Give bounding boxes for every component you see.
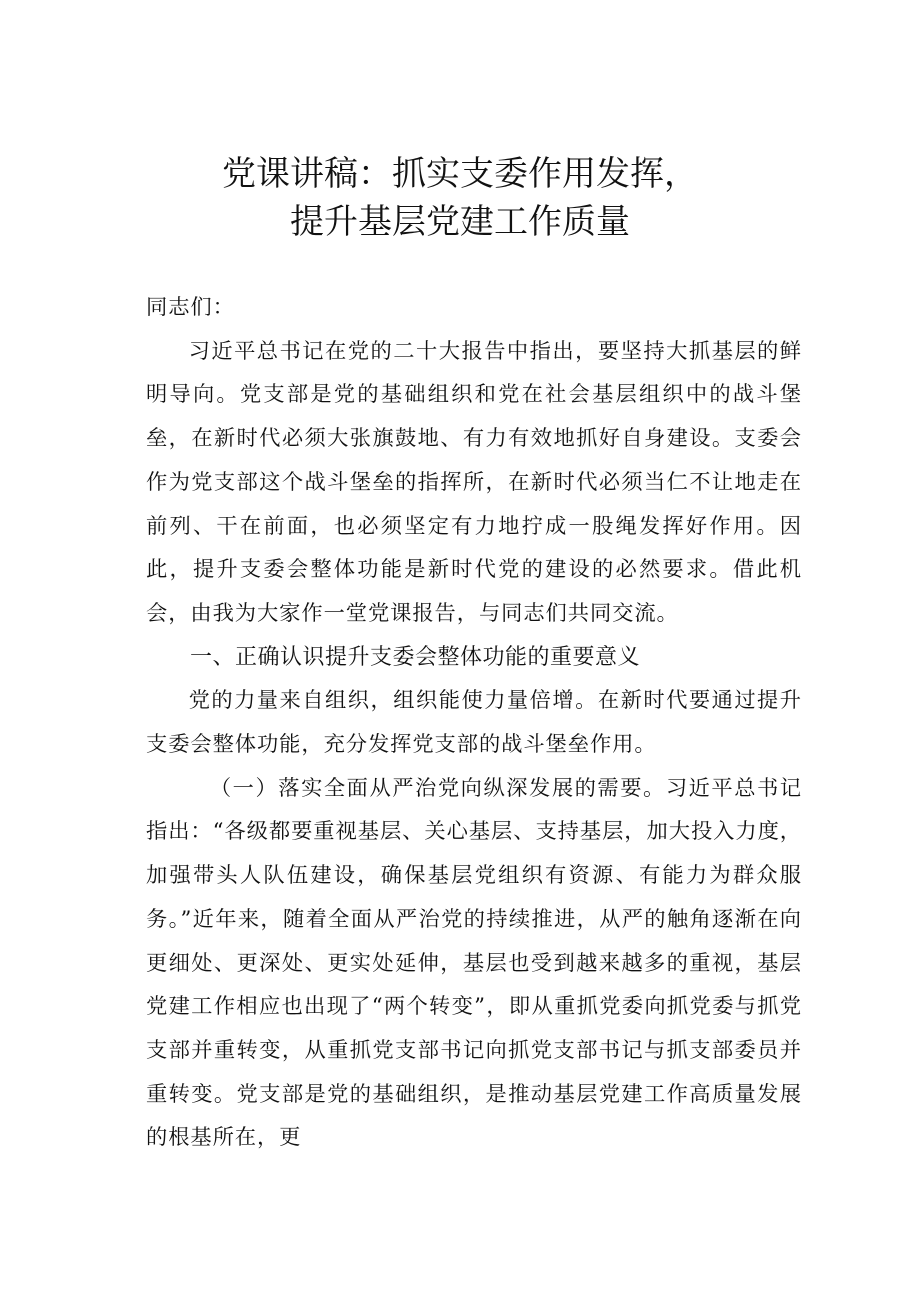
- document-body: [146, 286, 802, 1160]
- paragraph-intro: 习近平总书记在党的二十大报告中指出，要坚持大抓基层的鲜明导向。党支部是党的基础组织和党在社会基层组织中的战斗堡垒，在新时代必须大张旗鼓地、有力有效地抓好自身建设。支委会作为党支部这个战斗堡垒的指挥所，在新时代必须当仁不让地走在前列、干在前面，也必须坚定有力地拧成一股绳发挥好作用。因此，提升支委会整体功能是新时代党的建设的必然要求。借此机会，由我为大家作一堂党课报告，与同志们共同交流。: [146, 338, 802, 626]
- document-title: [0, 150, 920, 246]
- paragraph-section1-intro: 党的力量来自组织，组织能使力量倍增。在新时代要通过提升支委会整体功能，充分发挥党支部的战斗堡垒作用。: [146, 688, 802, 758]
- paragraph-subsection-1: （一）落实全面从严治党向纵深发展的需要。习近平总书记指出：“各级都要重视基层、关心基层、支持基层，加大投入力度，加强带头人队伍建设，确保基层党组织有资源、有能力为群众服务。”近年来，随着全面从严治党的持续推进，从严的触角逐渐在向更细处、更深处、更实处延伸，基层也受到越来越多的重视，基层党建工作相应也出现了“两个转变”，即从重抓党委向抓党委与抓党支部并重转变，从重抓党支部书记向抓党支部书记与抓支部委员并重转变。党支部是党的基础组织，是推动基层党建工作高质量发展的根基所在，更: [146, 775, 802, 1151]
- section-heading-1: 一、正确认识提升支委会整体功能的重要意义: [190, 644, 641, 670]
- title-line-1: 党课讲稿：抓实支委作用发挥，: [222, 154, 698, 194]
- salutation: 同志们：: [146, 295, 235, 320]
- title-line-2: 提升基层党建工作质量: [290, 202, 630, 242]
